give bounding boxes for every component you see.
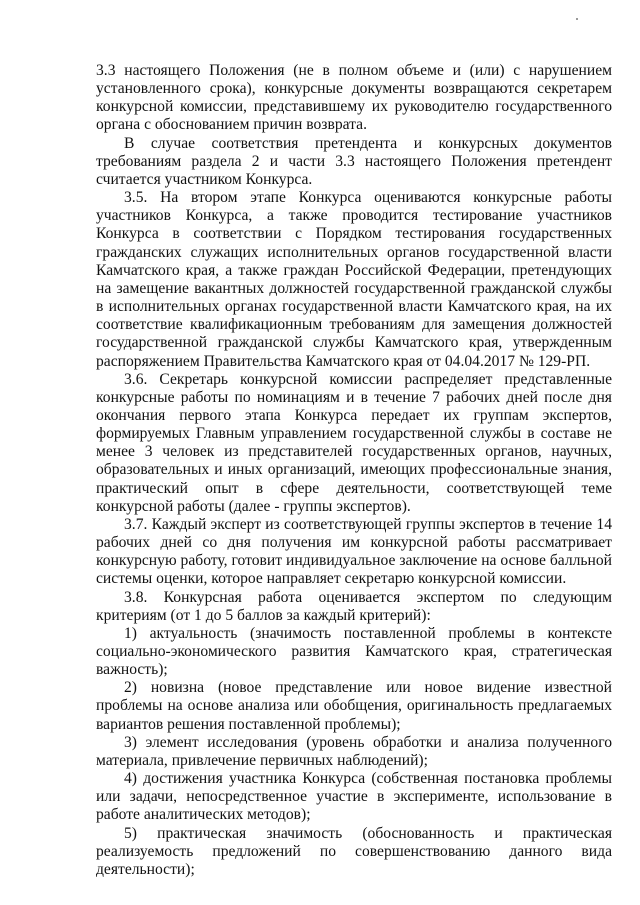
scan-mark bbox=[576, 18, 578, 20]
paragraph-3-7: 3.7. Каждый эксперт из соответствующей группы экспертов в течение 14 рабочих дней со дня получения им конкурсной работы рассматривает конкурсную работу, готовит индивидуальное заключение на основе балльной системы оценки, которое направляет секретарю конкурсной комиссии. bbox=[96, 515, 612, 588]
paragraph-3-6: 3.6. Секретарь конкурсной комиссии распределяет представленные конкурсные работы по номинациям и в течение 7 рабочих дней после дня окончания первого этапа Конкурса передает их группам экспертов, формируемых Главным управлением государственной службы в составе не менее 3 человек из представителей государственных органов, научных, образовательных и иных организаций, имеющих профессиональные знания, практический опыт в сфере деятельности, соответствующей теме конкурсной работы (далее - группы экспертов). bbox=[96, 370, 612, 515]
criterion-3: 3) элемент исследования (уровень обработки и анализа полученного материала, привлечение первичных наблюдений); bbox=[96, 733, 612, 769]
criterion-5: 5) практическая значимость (обоснованность и практическая реализуемость предложений по совершенствованию данного вида деятельности); bbox=[96, 824, 612, 878]
paragraph-3-5: 3.5. На втором этапе Конкурса оцениваются конкурсные работы участников Конкурса, а также проводится тестирование участников Конкурса в соответствии с Порядком тестирования государственных гражданских служащих исполнительных органов государственной власти Камчатского края, а также граждан Российской Федерации, претендующих на замещение вакантных должностей государственной гражданской службы в исполнительных органах государственной власти Камчатского края, на их соответствие квалификационным требованиям для замещения должностей государственной гражданской службы Камчатского края, утвержденным распоряжением Правительства Камчатского края от 04.04.2017 № 129-РП. bbox=[96, 189, 612, 370]
criterion-1: 1) актуальность (значимость поставленной проблемы в контексте социально-экономического развития Камчатского края, стратегическая важность); bbox=[96, 624, 612, 679]
paragraph-3-3-continuation: 3.3 настоящего Положения (не в полном объеме и (или) с нарушением установленного срока), конкурсные документы возвращаются секретарем конкурсной комиссии, представившему их руководителю государственного органа с обоснованием причин возврата. bbox=[96, 62, 612, 134]
paragraph-3-8: 3.8. Конкурсная работа оценивается экспертом по следующим критериям (от 1 до 5 баллов за каждый критерий): bbox=[96, 588, 612, 624]
document-page bbox=[96, 62, 612, 879]
criterion-4: 4) достижения участника Конкурса (собственная постановка проблемы или задачи, непосредственное участие в эксперименте, использование в работе аналитических методов); bbox=[96, 770, 612, 824]
paragraph-participant-status: В случае соответствия претендента и конкурсных документов требованиям раздела 2 и части 3.3 настоящего Положения претендент считается участником Конкурса. bbox=[96, 134, 612, 188]
criterion-2: 2) новизна (новое представление или новое видение известной проблемы на основе анализа или обобщения, оригинальность предлагаемых вариантов решения поставленной проблемы); bbox=[96, 679, 612, 733]
